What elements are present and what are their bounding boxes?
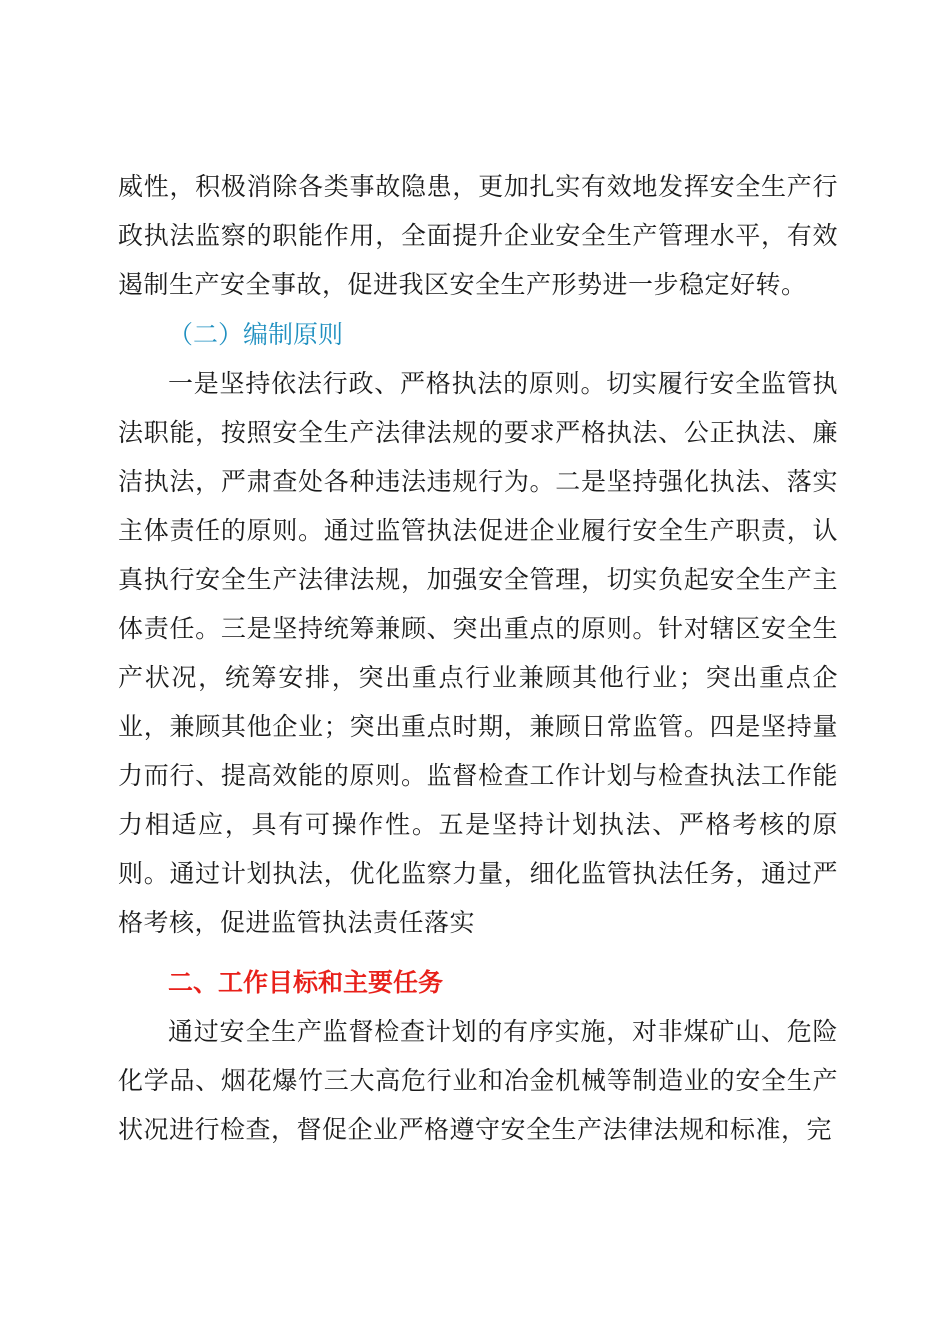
subheading-principles: （二）编制原则 [168,320,344,349]
principles-paragraph: 一是坚持依法行政、严格执法的原则。切实履行安全监管执法职能，按照安全生产法律法规的要求严格执法、公正执法、廉洁执法，严肃查处各种违法违规行为。二是坚持强化执法、落实主体责任的原则。通过监管执法促进企业履行安全生产职责，认真执行安全生产法律法规，加强安全管理，切实负起安全生产主体责任。三是坚持统筹兼顾、突出重点的原则。针对辖区安全生产状况，统筹安排，突出重点行业兼顾其他行业；突出重点企业，兼顾其他企业；突出重点时期，兼顾日常监管。四是坚持量力而行、提高效能的原则。监督检查工作计划与检查执法工作能力相适应，具有可操作性。五是坚持计划执法、严格考核的原则。通过计划执法，优化监察力量，细化监管执法任务，通过严格考核，促进监管执法责任落实 [118,369,838,937]
goals-paragraph: 通过安全生产监督检查计划的有序实施，对非煤矿山、危险化学品、烟花爆竹三大高危行业和冶金机械等制造业的安全生产状况进行检查，督促企业严格遵守安全生产法律法规和标准，完 [118,1017,838,1144]
intro-paragraph: 威性，积极消除各类事故隐患，更加扎实有效地发挥安全生产行政执法监察的职能作用，全面提升企业安全生产管理水平，有效遏制生产安全事故，促进我区安全生产形势进一步稳定好转。 [118,172,838,299]
section-heading-goals: 二、工作目标和主要任务 [168,968,444,997]
